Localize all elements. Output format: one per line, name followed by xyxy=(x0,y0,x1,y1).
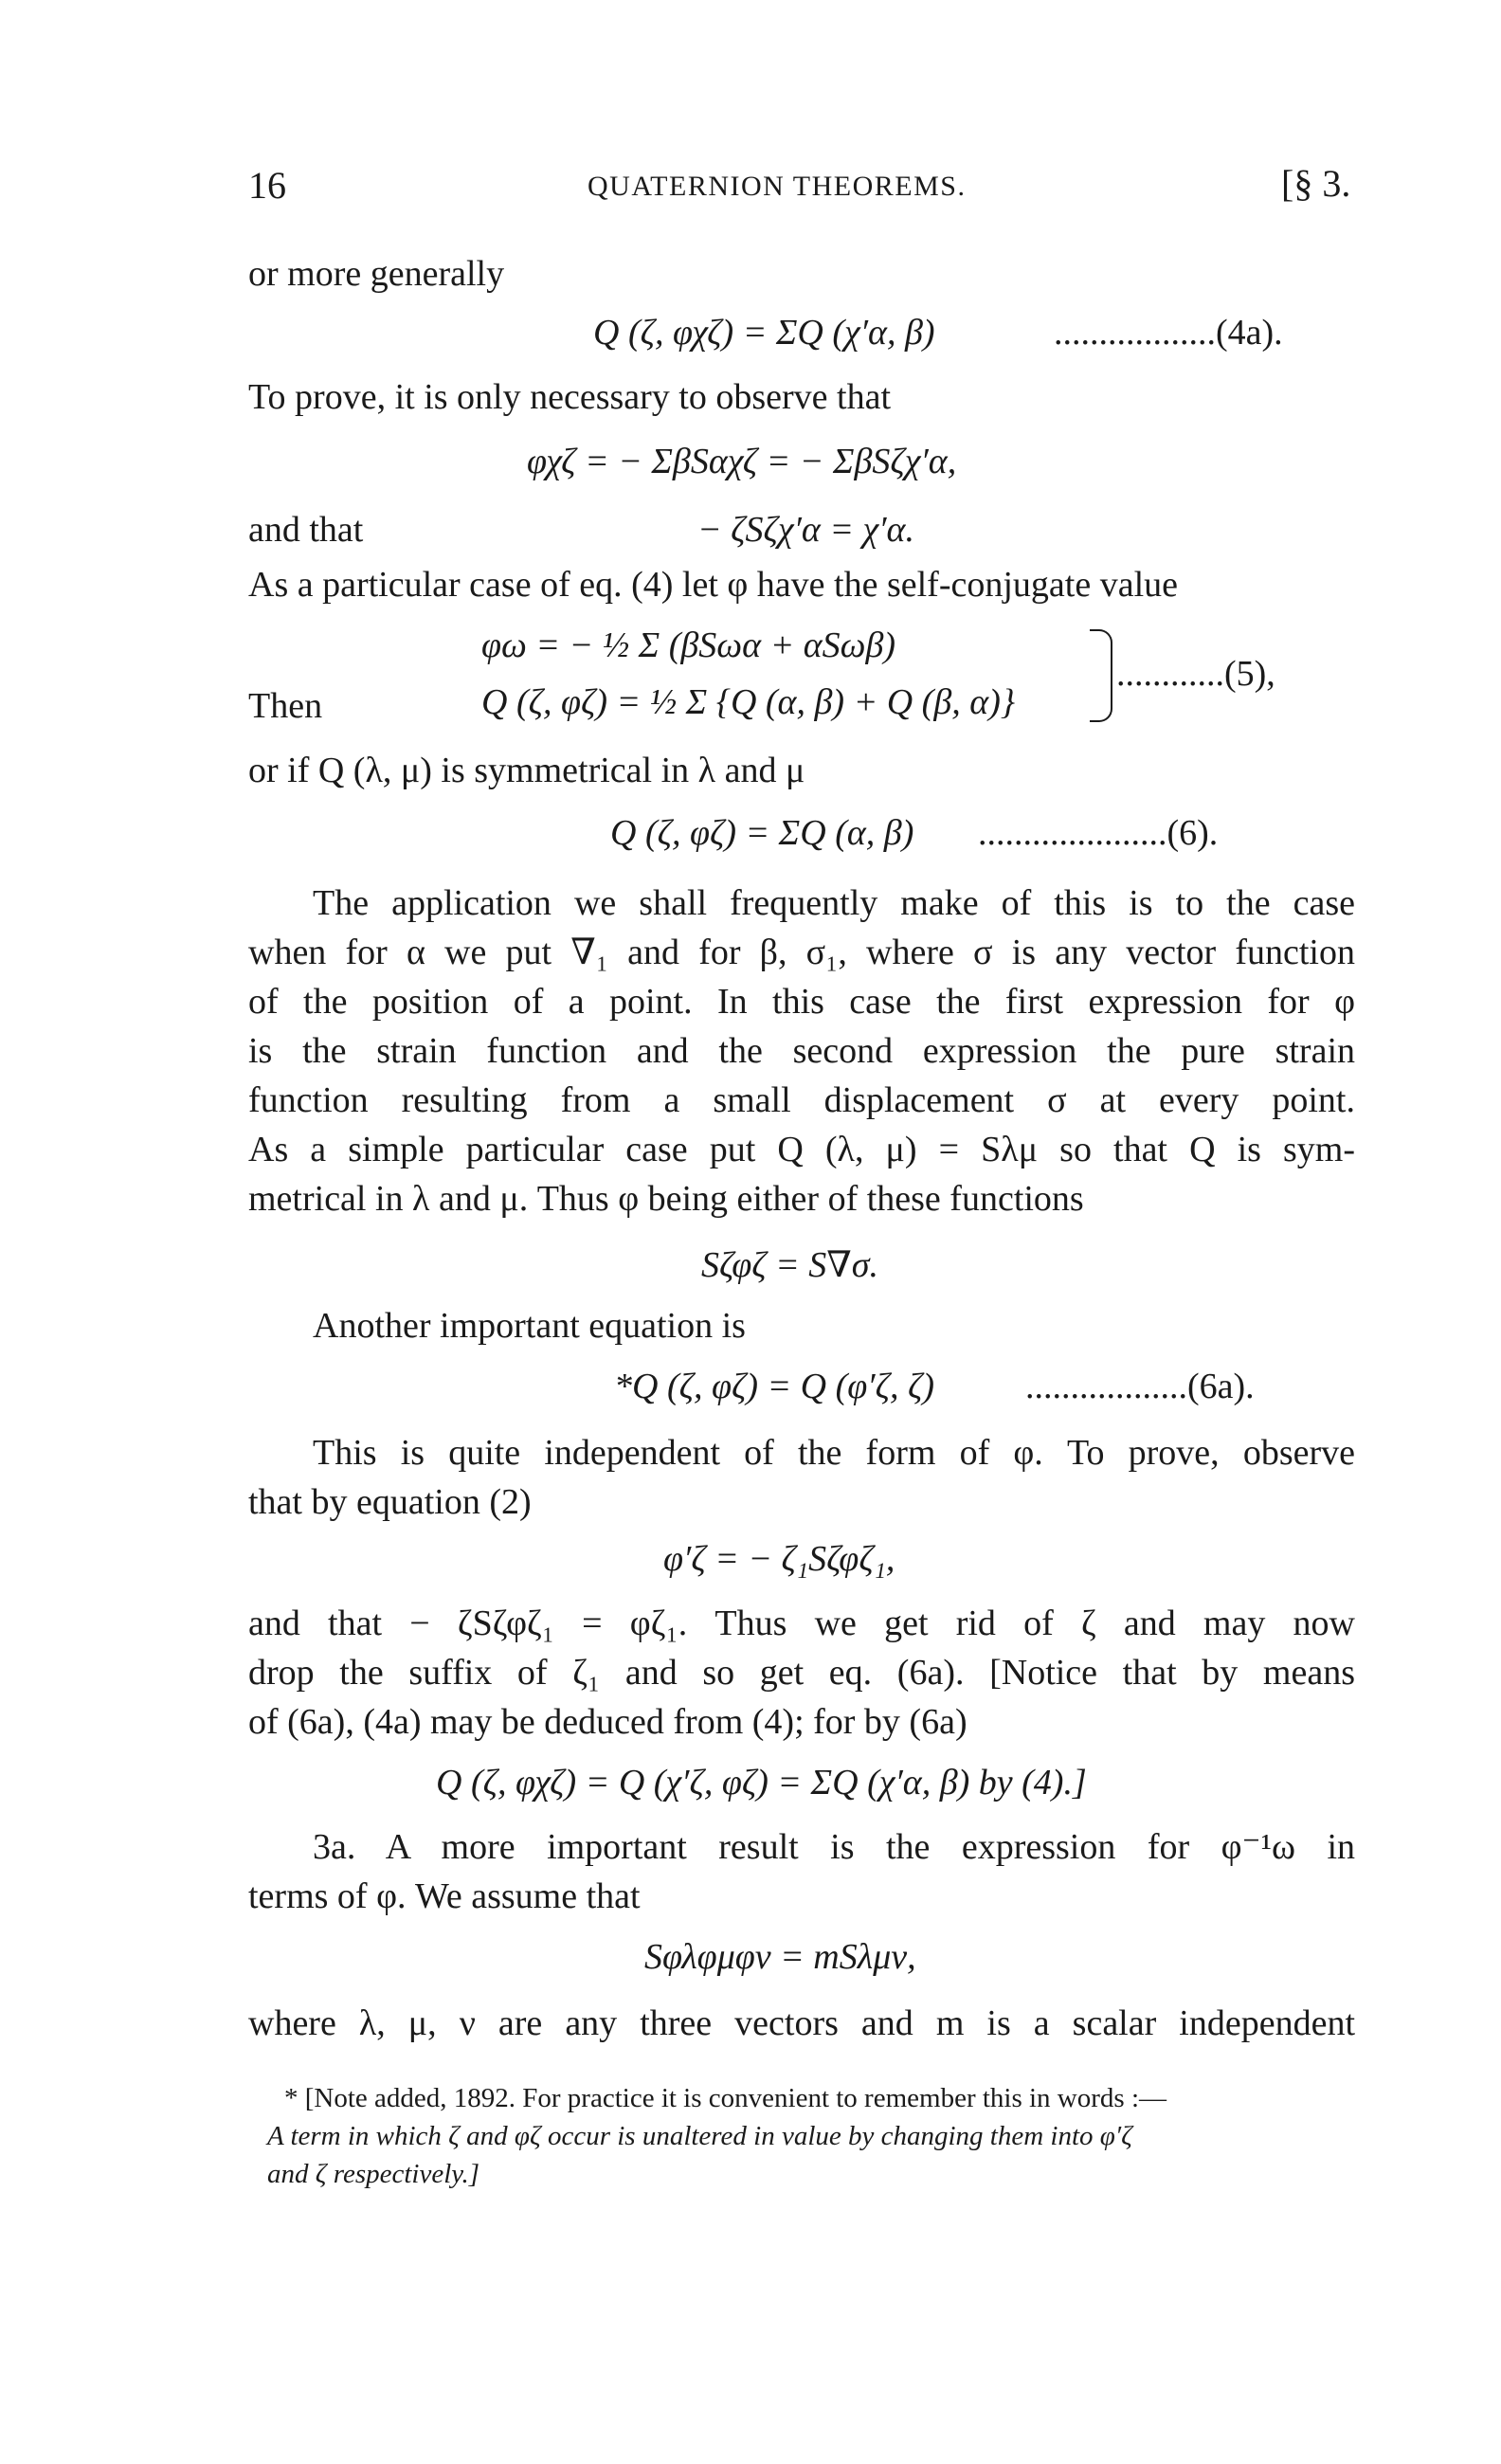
paragraph-line: and that − ζSζφζ₁ = φζ₁. Thus we get rid of ζ and may now xyxy=(248,1603,1355,1643)
equation-6: Q (ζ, φζ) = ΣQ (α, β) xyxy=(610,813,914,853)
paragraph-line: 3a. A more important result is the expression for φ⁻¹ω in xyxy=(313,1827,1355,1867)
equation-phi-prime: φ′ζ = − ζ₁Sζφζ₁, xyxy=(663,1539,895,1579)
equation-6a: *Q (ζ, φζ) = Q (φ′ζ, ζ) xyxy=(614,1367,935,1406)
equation-5a: φω = − ½ Σ (βSωα + αSωβ) xyxy=(481,625,896,665)
paragraph-line: is the strain function and the second expression the pure strain xyxy=(248,1031,1355,1071)
paragraph-line: of (6a), (4a) may be deduced from (4); for by (6a) xyxy=(248,1702,968,1742)
equation-number-5: ............(5), xyxy=(1116,654,1275,694)
section-reference: [§ 3. xyxy=(1281,162,1351,205)
text-line: or more generally xyxy=(248,254,505,294)
paragraph-line: This is quite independent of the form of φ. To prove, observe xyxy=(313,1433,1355,1473)
equation-zeta: − ζSζχ′α = χ′α. xyxy=(697,510,915,550)
paragraph-line: of the position of a point. In this case the first expression for φ xyxy=(248,982,1355,1022)
paragraph-line: when for α we put ∇₁ and for β, σ₁, where σ is any vector function xyxy=(248,933,1355,972)
text-line: As a particular case of eq. (4) let φ have the self-conjugate value xyxy=(248,565,1178,605)
paragraph-line: The application we shall frequently make of this is to the case xyxy=(313,883,1355,923)
paragraph-line: As a simple particular case put Q (λ, μ) = Sλμ so that Q is sym- xyxy=(248,1130,1355,1169)
equation-number-6a: ..................(6a). xyxy=(1025,1367,1255,1406)
footnote-line: * [Note added, 1892. For practice it is convenient to remember this in words :— xyxy=(284,2083,1167,2113)
equation-s: Sζφζ = S∇σ. xyxy=(701,1245,879,1285)
text-line: Another important equation is xyxy=(313,1306,746,1346)
paragraph-line: metrical in λ and μ. Thus φ being either of these functions xyxy=(248,1179,1084,1219)
footnote-line: and ζ respectively.] xyxy=(267,2159,480,2189)
running-title: QUATERNION THEOREMS. xyxy=(588,171,967,202)
paragraph-line: where λ, μ, ν are any three vectors and m is a scalar independent xyxy=(248,2003,1355,2043)
text-line: or if Q (λ, μ) is symmetrical in λ and μ xyxy=(248,751,805,790)
text-line: and that xyxy=(248,510,364,550)
equation-assume: Sφλφμφν = mSλμν, xyxy=(644,1937,916,1977)
text-line: To prove, it is only necessary to observe that xyxy=(248,377,892,417)
equation-4a: Q (ζ, φχζ) = ΣQ (χ′α, β) xyxy=(593,313,935,353)
page-number: 16 xyxy=(248,164,286,207)
paragraph-line: that by equation (2) xyxy=(248,1482,532,1522)
footnote-line: A term in which ζ and φζ occur is unaltered in value by changing them into φ′ζ xyxy=(267,2121,1132,2151)
paragraph-line: drop the suffix of ζ₁ and so get eq. (6a). [Notice that by means xyxy=(248,1653,1355,1693)
equation-phi-chi: φχζ = − ΣβSαχζ = − ΣβSζχ′α, xyxy=(527,442,957,481)
text-line: Then xyxy=(248,686,323,726)
equation-chain: Q (ζ, φχζ) = Q (χ′ζ, φζ) = ΣQ (χ′α, β) by (4).] xyxy=(436,1763,1087,1803)
equation-number-4a: ..................(4a). xyxy=(1054,313,1283,353)
right-brace xyxy=(1090,629,1112,722)
paragraph-line: function resulting from a small displacement σ at every point. xyxy=(248,1080,1355,1120)
equation-number-6: .....................(6). xyxy=(978,813,1219,853)
equation-5b: Q (ζ, φζ) = ½ Σ {Q (α, β) + Q (β, α)} xyxy=(481,682,1016,722)
paragraph-line: terms of φ. We assume that xyxy=(248,1876,641,1916)
